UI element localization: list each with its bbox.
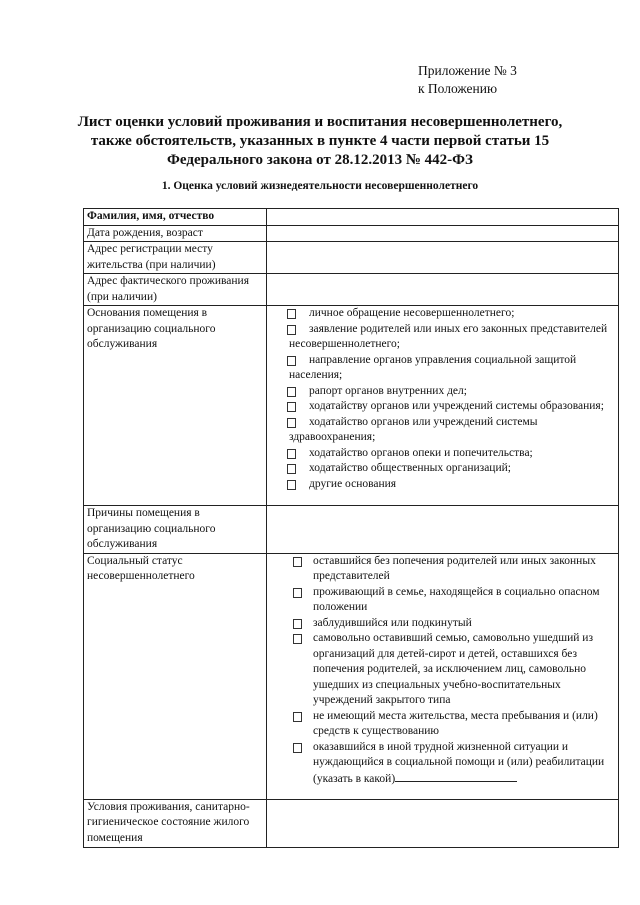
checkbox-icon[interactable]: [287, 480, 296, 490]
grounds-option[interactable]: рапорт органов внутренних дел;: [269, 384, 616, 400]
grounds-options: [267, 306, 619, 506]
grounds-option[interactable]: ходатайство органов опеки и попечительства;: [269, 446, 616, 462]
field-birth[interactable]: [267, 225, 619, 242]
checkbox-icon[interactable]: [287, 356, 296, 366]
checkbox-icon[interactable]: [287, 464, 296, 474]
label-reasons: Причины помещения в организацию социального обслуживания: [84, 506, 267, 554]
checkbox-icon[interactable]: [287, 402, 296, 412]
document-title: [60, 113, 580, 170]
checkbox-icon[interactable]: [287, 387, 296, 397]
row-reg-address: [84, 242, 619, 274]
checkbox-icon[interactable]: [287, 449, 296, 459]
status-options: [267, 553, 619, 799]
status-option[interactable]: заблудившийся или подкинутый: [269, 616, 616, 632]
row-actual-address: [84, 274, 619, 306]
checkbox-icon[interactable]: [293, 588, 302, 598]
label-status: Социальный статус несовершеннолетнего: [84, 553, 267, 799]
row-reasons: [84, 506, 619, 554]
grounds-option[interactable]: ходатайство общественных организаций;: [269, 461, 616, 477]
grounds-option[interactable]: личное обращение несовершеннолетнего;: [269, 306, 616, 322]
title-line-1: Лист оценки условий проживания и воспитания несовершеннолетнего,: [77, 114, 563, 130]
grounds-option[interactable]: ходатайство органов или учреждений системы здравоохранения;: [289, 415, 538, 443]
checkbox-icon[interactable]: [293, 634, 302, 644]
other-situation-blank[interactable]: [395, 771, 517, 782]
status-option[interactable]: оказавшийся в иной трудной жизненной ситуации и нуждающийся в социальной помощи и (или) реабилитации (указать в какой): [269, 740, 616, 788]
appendix-number: Приложение № 3: [418, 63, 517, 78]
checkbox-icon[interactable]: [293, 712, 302, 722]
field-actual-address[interactable]: [267, 274, 619, 306]
checkbox-icon[interactable]: [293, 743, 302, 753]
field-name[interactable]: [267, 209, 619, 226]
status-option[interactable]: не имеющий места жительства, места пребывания и (или) средств к существованию: [269, 709, 616, 740]
appendix-regulation: к Положению: [418, 81, 498, 96]
checkbox-icon[interactable]: [293, 619, 302, 629]
field-conditions[interactable]: [267, 799, 619, 847]
label-actual-address: Адрес фактического проживания (при наличии): [84, 274, 267, 306]
section-heading: 1. Оценка условий жизнедеятельности несовершеннолетнего: [161, 180, 479, 192]
grounds-option[interactable]: направление органов управления социальной защитой населения;: [289, 353, 577, 381]
label-name: Фамилия, имя, отчество: [84, 209, 267, 226]
checkbox-icon[interactable]: [293, 557, 302, 567]
grounds-option[interactable]: ходатайству органов или учреждений системы образования;: [269, 399, 616, 415]
appendix-reference: [418, 62, 517, 98]
label-reg-address: Адрес регистрации месту жительства (при наличии): [84, 242, 267, 274]
grounds-option[interactable]: заявление родителей или иных его законных представителей несовершеннолетнего;: [289, 322, 608, 350]
checkbox-icon[interactable]: [287, 309, 296, 319]
checkbox-icon[interactable]: [287, 418, 296, 428]
label-birth: Дата рождения, возраст: [84, 225, 267, 242]
row-birth: [84, 225, 619, 242]
status-option[interactable]: оставшийся без попечения родителей или иных законных представителей: [269, 554, 616, 585]
assessment-table: [83, 208, 619, 848]
field-reasons[interactable]: [267, 506, 619, 554]
label-grounds: Основания помещения в организацию социального обслуживания: [84, 306, 267, 506]
status-option[interactable]: проживающий в семье, находящейся в социально опасном положении: [269, 585, 616, 616]
status-option[interactable]: самовольно оставивший семью, самовольно ушедший из организаций для детей-сирот и детей, оставшихся без попечения родителей, за исключением лиц, самовольно ушедших из специальных учебно-воспитательных учреждений закрытого типа: [269, 631, 616, 709]
title-line-3: Федерального закона от 28.12.2013 № 442-ФЗ: [167, 152, 473, 168]
row-status: [84, 553, 619, 799]
title-line-2: также обстоятельств, указанных в пункте 4 части первой статьи 15: [90, 133, 550, 149]
row-conditions: [84, 799, 619, 847]
label-conditions: Условия проживания, санитарно-гигиеническое состояние жилого помещения: [84, 799, 267, 847]
checkbox-icon[interactable]: [287, 325, 296, 335]
row-name: [84, 209, 619, 226]
grounds-option[interactable]: другие основания: [269, 477, 616, 493]
row-grounds: [84, 306, 619, 506]
field-reg-address[interactable]: [267, 242, 619, 274]
